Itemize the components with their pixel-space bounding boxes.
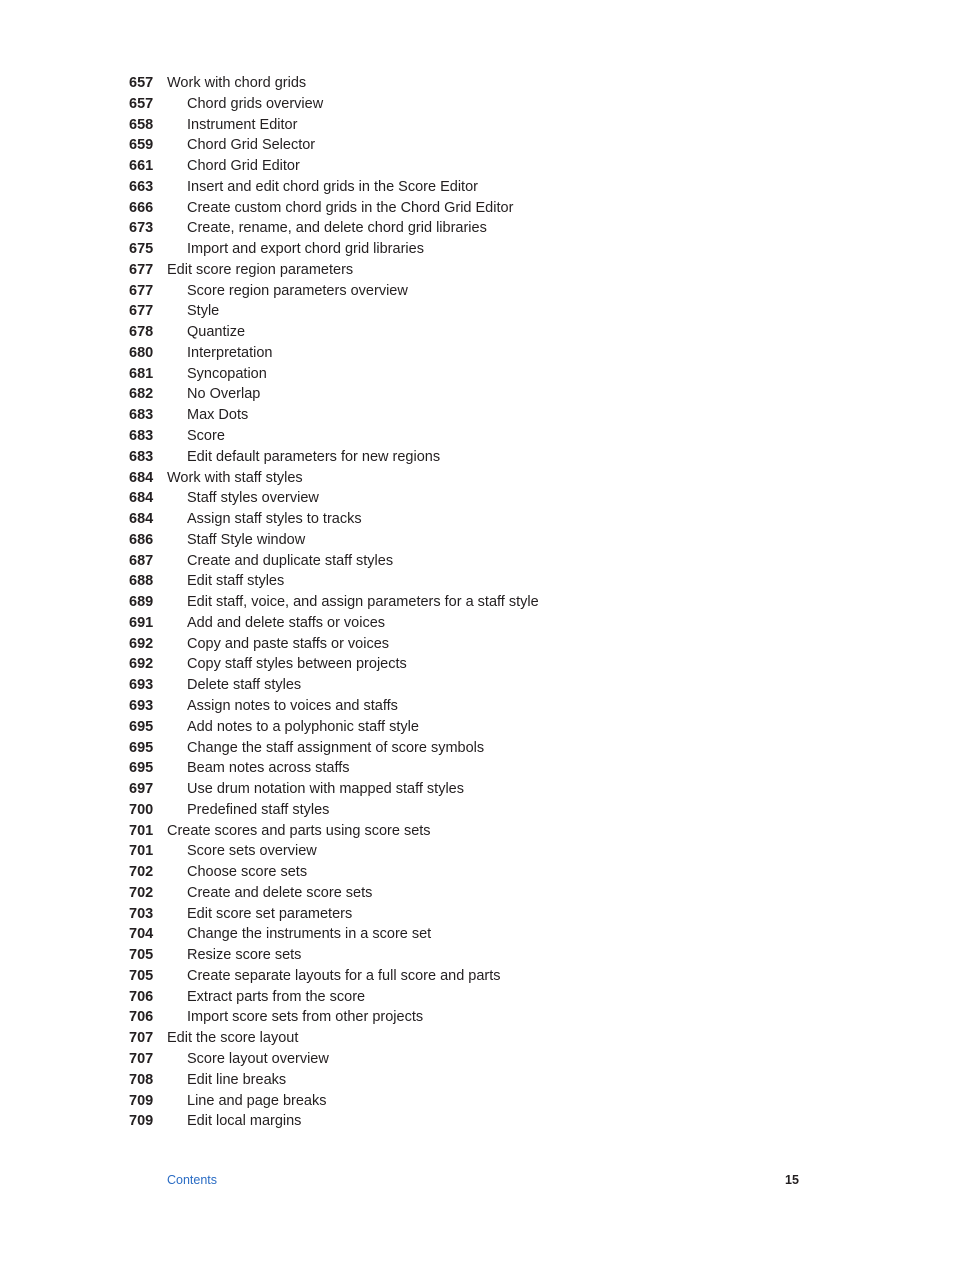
toc-subsection-entry[interactable] [0, 301, 954, 322]
toc-page-number: 709 [129, 1113, 154, 1130]
toc-page-number: 684 [129, 490, 154, 507]
toc-entry-title[interactable]: Copy and paste staffs or voices [187, 635, 390, 652]
toc-page-number: 681 [129, 365, 154, 382]
toc-page-number: 702 [129, 884, 154, 901]
toc-entry-title[interactable]: Extract parts from the score [187, 988, 366, 1005]
toc-entry-title[interactable]: Work with staff styles [167, 469, 303, 486]
toc-entry-title[interactable]: Delete staff styles [187, 677, 302, 694]
toc-subsection-entry[interactable] [0, 1049, 954, 1070]
toc-entry-title[interactable]: Staff styles overview [187, 490, 319, 507]
toc-page-number: 707 [129, 1050, 154, 1067]
toc-entry-title[interactable]: Edit staff, voice, and assign parameters for a staff style [187, 594, 539, 611]
toc-subsection-entry[interactable] [0, 135, 954, 156]
toc-subsection-entry[interactable] [0, 1111, 954, 1132]
toc-page-number: 678 [129, 324, 154, 341]
toc-entry-title[interactable]: Beam notes across staffs [187, 760, 350, 777]
toc-subsection-entry[interactable] [0, 592, 954, 613]
toc-subsection-entry[interactable] [0, 634, 954, 655]
toc-page-number: 661 [129, 158, 154, 175]
toc-subsection-entry[interactable] [0, 966, 954, 987]
toc-entry-title[interactable]: Edit the score layout [167, 1030, 299, 1047]
toc-entry-title[interactable]: Import and export chord grid libraries [187, 241, 424, 258]
toc-subsection-entry[interactable] [0, 841, 954, 862]
toc-subsection-entry[interactable] [0, 675, 954, 696]
toc-entry-title[interactable]: Style [187, 303, 220, 320]
toc-entry-title[interactable]: Score layout overview [187, 1050, 329, 1067]
toc-entry-title[interactable]: Edit score set parameters [187, 905, 353, 922]
toc-page-number: 683 [129, 448, 154, 465]
page-number: 15 [785, 1173, 799, 1187]
toc-subsection-entry[interactable] [0, 198, 954, 219]
contents-link[interactable]: Contents [167, 1173, 218, 1187]
toc-page-number: 677 [129, 303, 154, 320]
toc-page-number: 666 [129, 199, 154, 216]
toc-section-entry[interactable] [0, 260, 954, 281]
toc-entry-title[interactable]: Edit line breaks [187, 1071, 287, 1088]
toc-subsection-entry[interactable] [0, 945, 954, 966]
toc-entry-title[interactable]: Interpretation [187, 344, 273, 361]
toc-subsection-entry[interactable] [0, 883, 954, 904]
toc-page-number: 692 [129, 635, 154, 652]
toc-page-number: 700 [129, 801, 154, 818]
toc-entry-title[interactable]: Max Dots [187, 407, 249, 424]
toc-entry-title[interactable]: Create scores and parts using score sets [167, 822, 431, 839]
toc-entry-title[interactable]: Add and delete staffs or voices [187, 614, 386, 631]
toc-entry-title[interactable]: Create and duplicate staff styles [187, 552, 394, 569]
toc-subsection-entry[interactable] [0, 488, 954, 509]
toc-entry-title[interactable]: Choose score sets [187, 864, 308, 881]
toc-subsection-entry[interactable] [0, 904, 954, 925]
toc-entry-title[interactable]: Edit default parameters for new regions [187, 448, 441, 465]
toc-page-number: 702 [129, 864, 154, 881]
toc-page-number: 695 [129, 739, 154, 756]
toc-page-number: 657 [129, 75, 154, 91]
toc-entry-title[interactable]: Resize score sets [187, 947, 302, 964]
toc-entry-title[interactable]: Staff Style window [187, 531, 306, 548]
toc-subsection-entry[interactable] [0, 384, 954, 405]
toc-subsection-entry[interactable] [0, 447, 954, 468]
toc-subsection-entry[interactable] [0, 364, 954, 385]
toc-subsection-entry[interactable] [0, 530, 954, 551]
toc-entry-title[interactable]: Quantize [187, 324, 246, 341]
toc-section-entry[interactable] [0, 1028, 954, 1049]
toc-page-number: 705 [129, 947, 154, 964]
toc-subsection-entry[interactable] [0, 717, 954, 738]
toc-subsection-entry[interactable] [0, 987, 954, 1008]
toc-subsection-entry[interactable] [0, 322, 954, 343]
toc-page-number: 697 [129, 781, 154, 798]
toc-entry-title[interactable]: No Overlap [187, 386, 261, 403]
toc-entry-title[interactable]: Score sets overview [187, 843, 317, 860]
toc-entry-title[interactable]: Assign notes to voices and staffs [187, 697, 398, 714]
toc-page-number: 677 [129, 282, 154, 299]
toc-subsection-entry[interactable] [0, 405, 954, 426]
toc-page-number: 657 [129, 95, 154, 112]
toc-subsection-entry[interactable] [0, 862, 954, 883]
toc-entry-title[interactable]: Use drum notation with mapped staff styles [187, 781, 464, 798]
toc-page-number: 709 [129, 1092, 154, 1109]
toc-page-number: 687 [129, 552, 154, 569]
toc-entry-title[interactable]: Edit score region parameters [167, 261, 354, 278]
toc-page-number: 683 [129, 428, 154, 445]
toc-subsection-entry[interactable] [0, 779, 954, 800]
toc-subsection-entry[interactable] [0, 1007, 954, 1028]
toc-page-number: 686 [129, 531, 154, 548]
toc-subsection-entry[interactable] [0, 551, 954, 572]
toc-entry-title[interactable]: Line and page breaks [187, 1092, 327, 1109]
toc-page-number: 693 [129, 697, 154, 714]
toc-entry-title[interactable]: Edit local margins [187, 1113, 302, 1130]
toc-entry-title[interactable]: Chord grids overview [187, 95, 324, 112]
toc-page-number: 708 [129, 1071, 154, 1088]
toc-entry-title[interactable]: Create and delete score sets [187, 884, 373, 901]
toc-subsection-entry[interactable] [0, 177, 954, 198]
toc-subsection-entry[interactable] [0, 758, 954, 779]
toc-entry-title[interactable]: Create, rename, and delete chord grid libraries [187, 220, 487, 237]
toc-subsection-entry[interactable] [0, 343, 954, 364]
toc-page-number: 677 [129, 261, 154, 278]
toc-entry-title[interactable]: Create separate layouts for a full score and parts [187, 967, 501, 984]
toc-page-number: 683 [129, 407, 154, 424]
toc-page-number: 707 [129, 1030, 154, 1047]
toc-subsection-entry[interactable] [0, 1070, 954, 1091]
toc-entry-title[interactable]: Chord Grid Editor [187, 158, 300, 175]
toc-subsection-entry[interactable] [0, 156, 954, 177]
toc-entry-title[interactable]: Add notes to a polyphonic staff style [187, 718, 419, 735]
toc-page-number: 689 [129, 594, 154, 611]
toc-subsection-entry[interactable] [0, 571, 954, 592]
toc-subsection-entry[interactable] [0, 654, 954, 675]
toc-subsection-entry[interactable] [0, 1091, 954, 1112]
toc-page-number: 703 [129, 905, 154, 922]
toc-page-number: 663 [129, 178, 154, 195]
toc-page-number: 706 [129, 1009, 154, 1026]
toc-entry-title[interactable]: Change the instruments in a score set [187, 926, 432, 943]
toc-subsection-entry[interactable] [0, 281, 954, 302]
toc-entry-title[interactable]: Create custom chord grids in the Chord Grid Editor [187, 199, 514, 216]
toc-section-entry[interactable] [0, 73, 954, 94]
toc-page-number: 691 [129, 614, 154, 631]
toc-page-number: 693 [129, 677, 154, 694]
toc-page-number: 704 [129, 926, 154, 943]
toc-entry-title[interactable]: Assign staff styles to tracks [187, 511, 362, 528]
toc-subsection-entry[interactable] [0, 800, 954, 821]
toc-page-number: 695 [129, 718, 154, 735]
toc-page-number: 701 [129, 822, 154, 839]
toc-entry-title[interactable]: Copy staff styles between projects [187, 656, 407, 673]
toc-entry-title[interactable]: Chord Grid Selector [187, 137, 316, 154]
toc-entry-title[interactable]: Insert and edit chord grids in the Score Editor [187, 178, 478, 195]
toc-subsection-entry[interactable] [0, 696, 954, 717]
toc-section-entry[interactable] [0, 468, 954, 489]
toc-page-number: 706 [129, 988, 154, 1005]
toc-entry-title[interactable]: Work with chord grids [167, 75, 307, 91]
table-of-contents [0, 73, 954, 1132]
toc-entry-title[interactable]: Score [187, 428, 225, 445]
toc-subsection-entry[interactable] [0, 239, 954, 260]
toc-entry-title[interactable]: Instrument Editor [187, 116, 298, 133]
toc-page-number: 684 [129, 469, 154, 486]
toc-section-entry[interactable] [0, 821, 954, 842]
toc-subsection-entry[interactable] [0, 115, 954, 136]
toc-subsection-entry[interactable] [0, 94, 954, 115]
toc-page-number: 701 [129, 843, 154, 860]
toc-page-number: 673 [129, 220, 154, 237]
toc-entry-title[interactable]: Edit staff styles [187, 573, 285, 590]
toc-subsection-entry[interactable] [0, 218, 954, 239]
toc-entry-title[interactable]: Syncopation [187, 365, 267, 382]
toc-subsection-entry[interactable] [0, 924, 954, 945]
toc-entry-title[interactable]: Change the staff assignment of score symbols [187, 739, 485, 756]
toc-page-number: 680 [129, 344, 154, 361]
toc-page-number: 684 [129, 511, 154, 528]
toc-subsection-entry[interactable] [0, 509, 954, 530]
toc-page-number: 658 [129, 116, 154, 133]
toc-page-number: 695 [129, 760, 154, 777]
toc-page-number: 675 [129, 241, 154, 258]
toc-entry-title[interactable]: Import score sets from other projects [187, 1009, 424, 1026]
toc-page-number: 688 [129, 573, 154, 590]
toc-entry-title[interactable]: Predefined staff styles [187, 801, 330, 818]
toc-page-number: 705 [129, 967, 154, 984]
toc-page-number: 692 [129, 656, 154, 673]
toc-subsection-entry[interactable] [0, 426, 954, 447]
toc-subsection-entry[interactable] [0, 738, 954, 759]
toc-subsection-entry[interactable] [0, 613, 954, 634]
toc-page-number: 682 [129, 386, 154, 403]
toc-entry-title[interactable]: Score region parameters overview [187, 282, 408, 299]
toc-page-number: 659 [129, 137, 154, 154]
